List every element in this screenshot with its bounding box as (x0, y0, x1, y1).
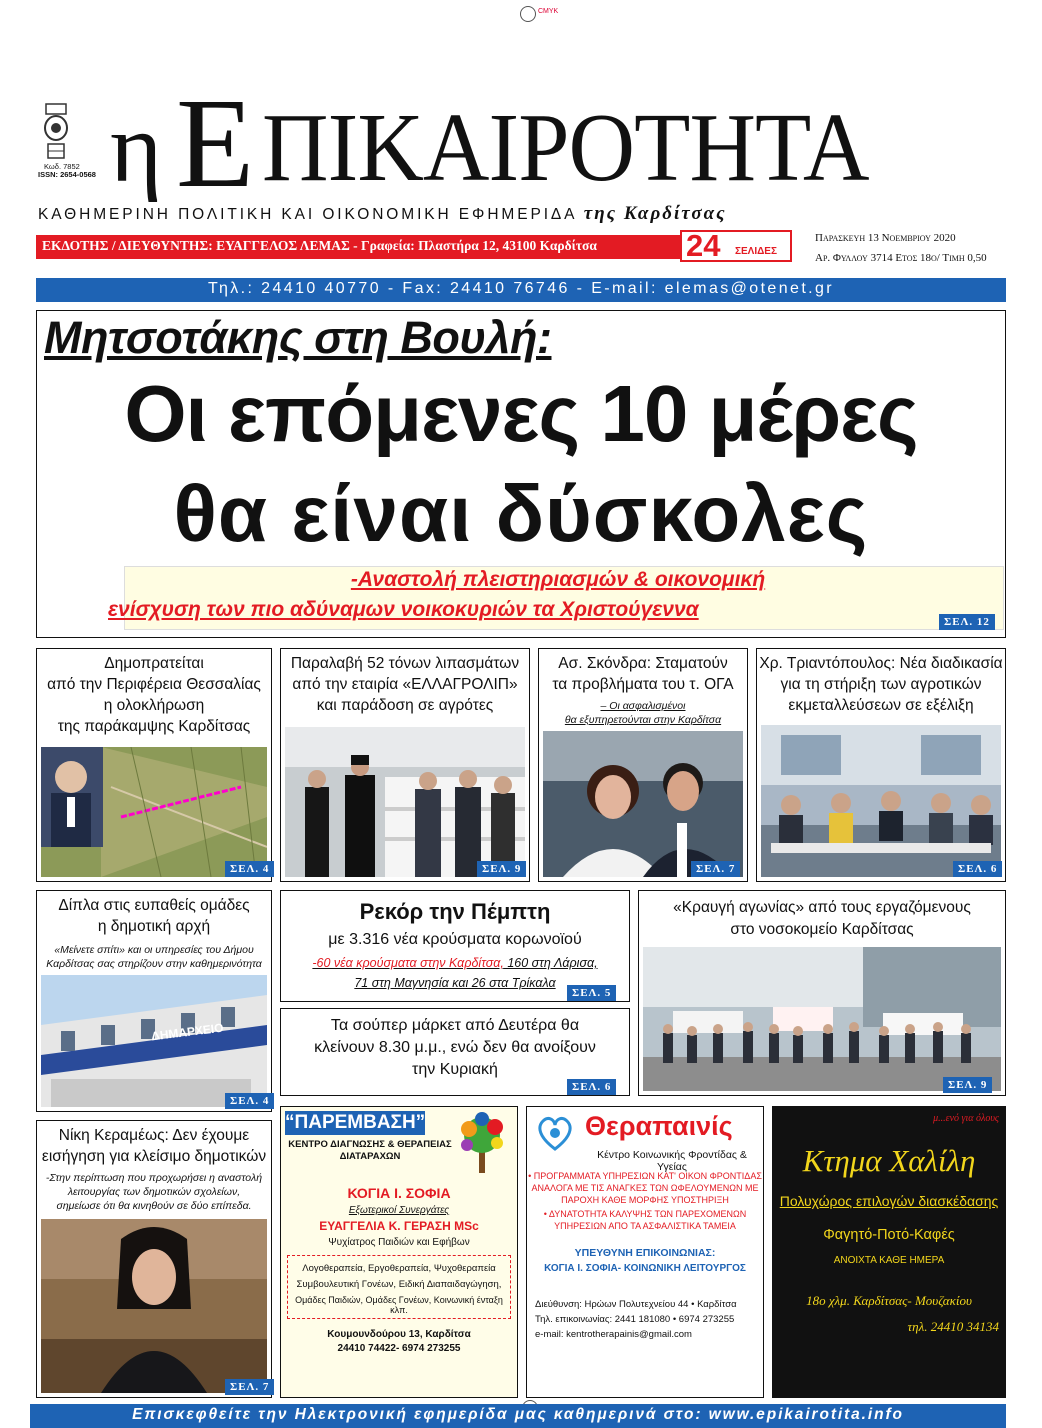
record-subtitle: με 3.316 νέα κρούσματα κορωνοϊού (328, 931, 582, 948)
story-triantopoulos[interactable] (756, 648, 1006, 882)
fertilizers-photo (285, 727, 525, 877)
paremvasi-tagline-2: ΔΙΑΤΑΡΑΧΩΝ (339, 1151, 401, 1162)
story-kerameos[interactable] (36, 1120, 272, 1398)
registration-mark-top (520, 6, 536, 22)
story-sub: λειτουργίας των δημοτικών σχολείων, (67, 1186, 241, 1198)
story-sub: σημείωσε ότι θα κινηθούν σε δύο επίπεδα. (56, 1200, 252, 1212)
story-title: Δίπλα στις ευπαθείς ομάδες (58, 897, 250, 914)
ktima-phone: τηλ. 24410 34134 (907, 1319, 999, 1334)
paremvasi-name: “ΠΑΡΕΜΒΑΣΗ” (285, 1112, 426, 1133)
lead-kicker: Μητσοτάκης στη Βουλή: (44, 312, 552, 363)
contact-bar: Τηλ.: 24410 40770 - Fax: 24410 76746 - E-mail: elemas@otenet.gr (36, 278, 1006, 302)
story-sub: -Στην περίπτωση που προχωρήσει η αναστολή (45, 1172, 263, 1184)
story-title: εισήγηση για κλείσιμο δημοτικών (41, 1148, 267, 1165)
paremvasi-service: Συμβουλευτική Γονέων, Ειδική Διαπαιδαγώγηση, (296, 1279, 502, 1290)
issn-number: ISSN: 2654-0568 (38, 170, 96, 179)
issue-date: Παρασκευη 13 Νοεμβριου 2020 (815, 232, 956, 244)
kerameos-photo (41, 1219, 267, 1393)
fertilizers-page-ref[interactable]: ΣΕΛ. 9 (477, 861, 526, 877)
pages-badge (680, 230, 792, 262)
story-fertilizers[interactable] (280, 648, 530, 882)
story-title: Νίκη Κεραμέως: Δεν έχουμε (58, 1127, 250, 1144)
paremvasi-address: Κουμουνδούρου 13, Καρδίτσα (327, 1329, 471, 1340)
crest-icon (42, 102, 70, 162)
story-record[interactable] (280, 890, 630, 1002)
story-title: από την εταιρία «ΕΛΛΑΓΡΟΛΙΠ» (292, 676, 518, 693)
bypass-page-ref[interactable]: ΣΕΛ. 4 (225, 861, 274, 877)
footer-bar[interactable]: Επισκεφθείτε την Ηλεκτρονική εφημερίδα μας καθημερινά στο: www.epikairotita.info (30, 1404, 1006, 1428)
paremvasi-person-1-role: Εξωτερικοί Συνεργάτες (348, 1205, 450, 1216)
therapainis-bullet: • ΠΡΟΓΡΑΜΜΑΤΑ ΥΠΗΡΕΣΙΩΝ ΚΑΤ' ΟΙΚΟΝ ΦΡΟΝΤΙΔΑΣ (528, 1171, 762, 1181)
story-skondra[interactable] (538, 648, 748, 882)
ktima-tagline: μ...ενό για όλους (933, 1113, 999, 1124)
paremvasi-person-2: ΕΥΑΓΓΕΛΙΑ Κ. ΓΕΡΑΣΗ MSc (319, 1219, 479, 1233)
triantopoulos-page-ref[interactable]: ΣΕΛ. 6 (953, 861, 1002, 877)
paremvasi-service: Λογοθεραπεία, Εργοθεραπεία, Ψυχοθεραπεία (302, 1263, 496, 1274)
story-sub: Καρδίτσας σας στηρίζουν στην καθημερινότητα (46, 958, 262, 970)
ad-therapainis[interactable] (526, 1106, 764, 1398)
lead-sub-2: ενίσχυση των πιο αδύναμων νοικοκυριών τα Χριστούγεννα (108, 598, 699, 621)
therapainis-bullet: ΠΑΡΟΧΗ ΚΑΘΕ ΜΟΡΦΗΣ ΥΠΟΣΤΗΡΙΞΗ (561, 1195, 729, 1205)
bypass-map-photo (41, 747, 267, 877)
ad-paremvasi[interactable] (280, 1106, 518, 1398)
skondra-page-ref[interactable]: ΣΕΛ. 7 (691, 861, 740, 877)
ktima-line-2: Φαγητό-Ποτό-Καφές (823, 1227, 955, 1243)
story-title: Χρ. Τριαντόπουλος: Νέα διαδικασία (759, 655, 1003, 672)
subtitle-city: της Καρδίτσας (583, 203, 727, 224)
ktima-address: 18ο χλμ. Καρδίτσας- Μουζακίου (806, 1293, 972, 1308)
therapainis-contact-name: ΚΟΓΙΑ Ι. ΣΟΦΙΑ- ΚΟΙΝΩΝΙΚΗ ΛΕΙΤΟΥΡΓΟΣ (544, 1263, 746, 1274)
ktima-line-1: Πολυχώρος επιλογών διασκέδασης (779, 1193, 999, 1209)
therapainis-bullet: • ΔΥΝΑΤΟΤΗΤΑ ΚΑΛΥΨΗΣ ΤΩΝ ΠΑΡΕΧΟΜΕΝΩΝ (543, 1209, 747, 1219)
story-title: από την Περιφέρεια Θεσσαλίας (47, 676, 261, 693)
record-page-ref[interactable]: ΣΕΛ. 5 (567, 985, 616, 1001)
story-title: Ασ. Σκόνδρα: Σταματούν (558, 655, 728, 672)
municipality-photo (41, 975, 267, 1107)
kerameos-page-ref[interactable]: ΣΕΛ. 7 (225, 1379, 274, 1395)
lead-page-ref[interactable]: ΣΕΛ. 12 (939, 614, 995, 630)
municipality-page-ref[interactable]: ΣΕΛ. 4 (225, 1093, 274, 1109)
story-title: τα προβλήματα του τ. ΟΓΑ (552, 676, 734, 693)
heart-hands-icon (535, 1115, 575, 1151)
paremvasi-tagline-1: ΚΕΝΤΡΟ ΔΙΑΓΝΩΣΗΣ & ΘΕΡΑΠΕΙΑΣ (288, 1139, 452, 1150)
record-detail-black: 160 στη Λάρισα, (503, 956, 598, 970)
pages-label: ΣΕΛΙΔΕΣ (735, 246, 777, 257)
subtitle-text: ΚΑΘΗΜΕΡΙΝΗ ΠΟΛΙΤΙΚΗ ΚΑΙ ΟΙΚΟΝΟΜΙΚΗ ΕΦΗΜΕΡΙΔΑ (38, 206, 577, 223)
story-municipality[interactable] (36, 890, 272, 1112)
supermarket-page-ref[interactable]: ΣΕΛ. 6 (567, 1079, 616, 1095)
ktima-name: Κτημα Χαλίλη (802, 1143, 976, 1178)
record-detail-red: -60 νέα κρούσματα στην Καρδίτσα, (312, 956, 504, 970)
masthead-subtitle (38, 203, 727, 225)
ad-ktima-halili[interactable] (772, 1106, 1006, 1398)
lead-headline-1: Οι επόμενες 10 μέρες (124, 369, 918, 458)
therapainis-email: e-mail: kentrotherapainis@gmail.com (535, 1329, 692, 1340)
therapainis-bullet: ΥΠΗΡΕΣΙΩΝ ΑΠΟ ΤΑ ΑΣΦΑΛΙΣΤΙΚΑ ΤΑΜΕΙΑ (554, 1221, 736, 1231)
skondra-photo (543, 731, 743, 877)
therapainis-contact-title: ΥΠΕΥΘΥΝΗ ΕΠΙΚΟΙΝΩΝΙΑΣ: (574, 1247, 716, 1259)
story-title: στο νοσοκομείο Καρδίτσας (730, 921, 914, 938)
therapainis-bullet: ΑΝΑΛΟΓΑ ΜΕ ΤΙΣ ΑΝΑΓΚΕΣ ΤΩΝ ΩΦΕΛΟΥΜΕΝΩΝ ΜΕ (531, 1183, 759, 1193)
record-detail-1 (281, 955, 629, 971)
story-sub: θα εξυπηρετούνται στην Καρδίτσα (564, 714, 722, 726)
story-title: της παράκαμψης Καρδίτσας (57, 718, 251, 735)
paremvasi-service: Ομάδες Παιδιών, Ομάδες Γονέων, Κοινωνική ένταξη κλπ. (295, 1295, 503, 1315)
tree-icon (451, 1111, 513, 1177)
therapainis-name: Θεραπαινίς (585, 1111, 733, 1141)
masthead-e: Ε (176, 72, 255, 214)
story-title: Τα σούπερ μάρκετ από Δευτέρα θα (330, 1017, 580, 1034)
story-title: την Κυριακή (412, 1061, 498, 1078)
story-title: η δημοτική αρχή (97, 918, 211, 935)
ktima-line-3: ΑΝΟΙΧΤΑ ΚΑΘΕ ΗΜΕΡΑ (833, 1255, 945, 1266)
story-hospital[interactable] (638, 890, 1006, 1096)
story-title: Παραλαβή 52 τόνων λιπασμάτων (290, 655, 520, 672)
story-supermarket[interactable] (280, 1008, 630, 1096)
pages-number: 24 (686, 228, 721, 263)
story-bypass[interactable] (36, 648, 272, 882)
story-sub: «Μείνετε σπίτι» και οι υπηρεσίες του Δήμου (54, 944, 254, 956)
issn-block (38, 163, 96, 179)
cmyk-label: CMYK (538, 8, 559, 15)
therapainis-phones: Τηλ. επικοινωνίας: 2441 181080 • 6974 273255 (535, 1314, 735, 1325)
record-title: Ρεκόρ την Πέμπτη (359, 899, 551, 924)
story-title: εκμεταλλεύσεων σε εξέλιξη (788, 697, 974, 714)
therapainis-address: Διεύθυνση: Ηρώων Πολυτεχνείου 44 • Καρδίτσα (535, 1299, 737, 1310)
issue-info: Αρ. Φυλλου 3714 Ετος 18ο/ Τιμη 0,50 (815, 252, 987, 264)
story-title: και παράδοση σε αγρότες (316, 697, 494, 714)
paremvasi-person-2-role: Ψυχίατρος Παιδιών και Εφήβων (328, 1237, 470, 1248)
triantopoulos-photo (761, 725, 1001, 877)
hospital-protest-photo (643, 947, 1001, 1091)
masthead-h: η (110, 92, 163, 203)
story-sub: – Οι ασφαλισμένοι (600, 700, 686, 712)
code-number: Κωδ. 7852 (44, 162, 80, 171)
record-detail-2: 71 στη Μαγνησία και 26 στα Τρίκαλα (354, 976, 556, 990)
story-title: για τη στήριξη των αγροτικών (780, 676, 982, 693)
story-title: «Κραυγή αγωνίας» από τους εργαζόμενους (673, 899, 971, 916)
lead-headline-2: θα είναι δύσκολες (173, 469, 869, 558)
story-title: η ολοκλήρωση (103, 697, 205, 714)
story-title: κλείνουν 8.30 μ.μ., ενώ δεν θα ανοίξουν (314, 1039, 596, 1056)
dimarxeio-sign: ΔΗΜΑΡΧΕΙΟ (150, 1020, 225, 1044)
publisher-bar: ΕΚΔΟΤΗΣ / ΔΙΕΥΘΥΝΤΗΣ: ΕΥΑΓΓΕΛΟΣ ΛΕΜΑΣ - Γραφεία: Πλαστήρα 12, 43100 Καρδίτσα (36, 235, 680, 259)
paremvasi-person-1: ΚΟΓΙΑ Ι. ΣΟΦΙΑ (347, 1185, 451, 1201)
lead-sub-1: -Αναστολή πλειστηριασμών & οικονομική (350, 568, 766, 591)
hospital-page-ref[interactable]: ΣΕΛ. 9 (943, 1077, 992, 1093)
paremvasi-phones: 24410 74422- 6974 273255 (337, 1343, 461, 1354)
story-title: Δημοπρατείται (104, 655, 204, 672)
therapainis-tagline: Κέντρο Κοινωνικής Φροντίδας & Υγείας (597, 1149, 747, 1173)
masthead-rest: ΠΙΚΑΙΡΟΤΗΤΑ (262, 94, 869, 202)
